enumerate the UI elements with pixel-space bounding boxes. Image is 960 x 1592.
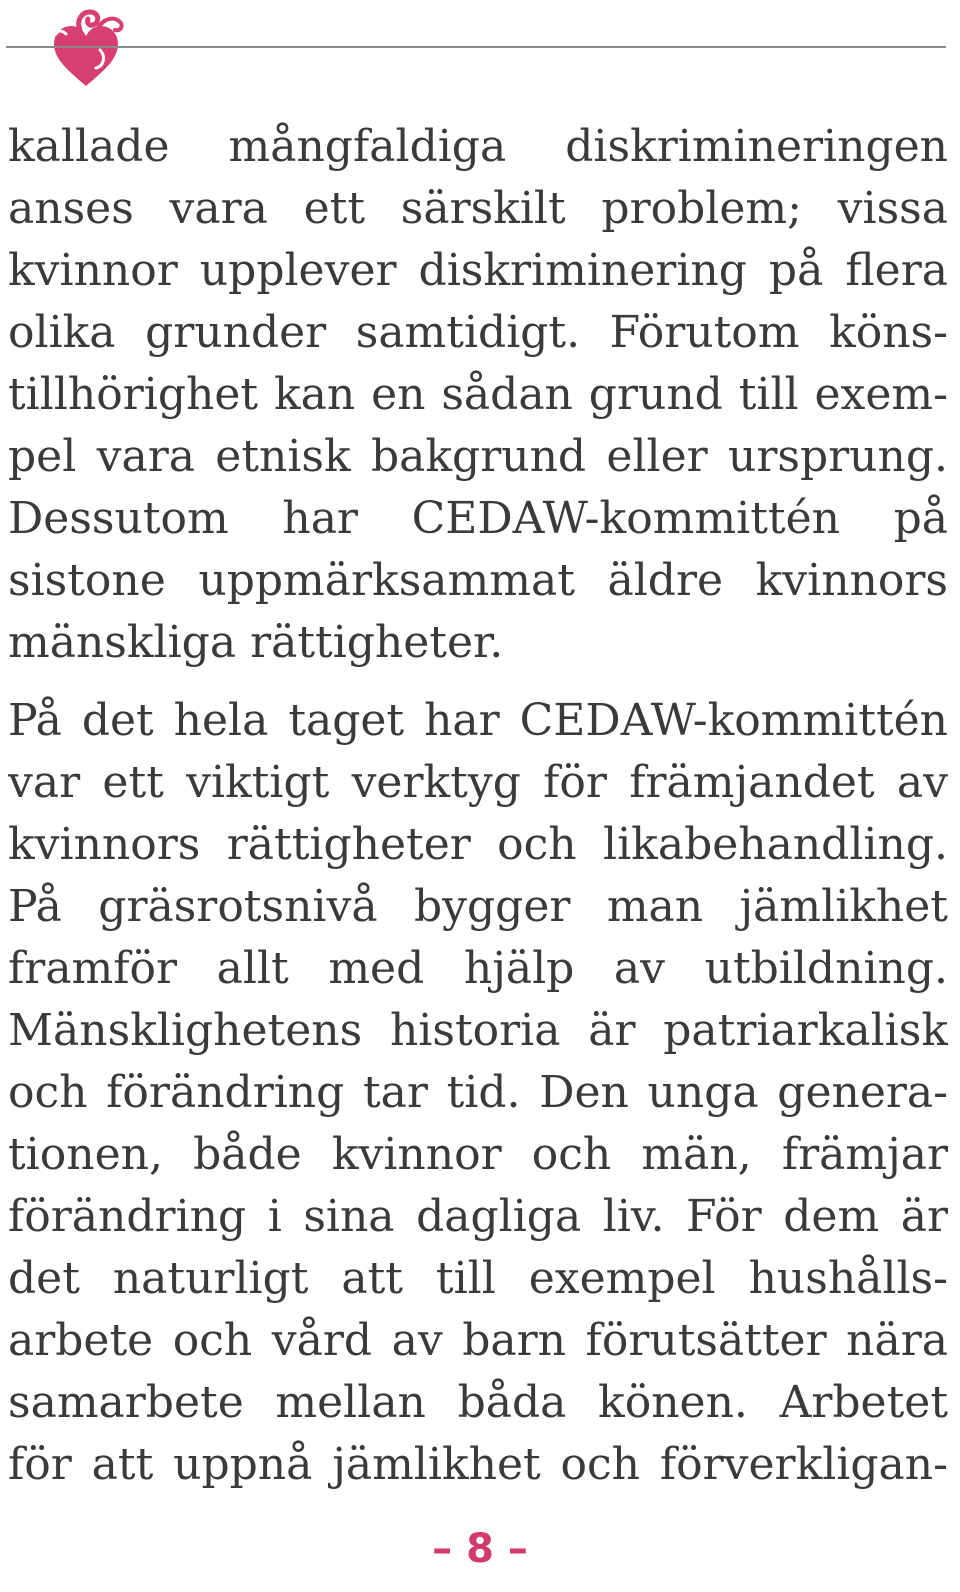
text-line: pel vara etnisk bakgrund eller ursprung. — [8, 431, 948, 482]
text-line: Mänsklighetens historia är patriarkalisk — [8, 1005, 948, 1056]
text-line: kallade mångfaldiga diskrimineringen — [8, 121, 948, 172]
paragraph-1 — [8, 116, 948, 674]
text-line: för att uppnå jämlikhet och förverkligan- — [8, 1439, 948, 1490]
text-line: olika grunder samtidigt. Förutom köns- — [8, 307, 948, 358]
page-number: – 8 – — [432, 1526, 528, 1572]
body-text — [8, 116, 948, 1496]
text-line: På det hela taget har CEDAW-kommittén — [8, 695, 948, 746]
text-line: tillhörighet kan en sådan grund till exem- — [8, 369, 948, 420]
paragraph-gap — [8, 674, 948, 690]
paragraph-2 — [8, 690, 948, 1496]
header-rule — [6, 46, 946, 48]
text-line: sistone uppmärksammat äldre kvinnors — [8, 555, 948, 606]
text-line: framför allt med hjälp av utbildning. — [8, 943, 948, 994]
text-line: arbete och vård av barn förutsätter nära — [8, 1315, 948, 1366]
text-line: förändring i sina dagliga liv. För dem är — [8, 1191, 948, 1242]
text-line: var ett viktigt verktyg för främjandet av — [8, 757, 948, 808]
text-line: Dessutom har CEDAW-kommittén på — [8, 493, 948, 544]
text-line: mänskliga rättigheter. — [8, 617, 504, 668]
text-line: tionen, både kvinnor och män, främjar — [8, 1129, 948, 1180]
heart-swirl-icon — [40, 6, 132, 92]
text-line: det naturligt att till exempel hushålls- — [8, 1253, 948, 1304]
text-line: anses vara ett särskilt problem; vissa — [8, 183, 948, 234]
text-line: samarbete mellan båda könen. Arbetet — [8, 1377, 948, 1428]
text-line: kvinnor upplever diskriminering på flera — [8, 245, 948, 296]
text-line: kvinnors rättigheter och likabehandling. — [8, 819, 948, 870]
text-line: och förändring tar tid. Den unga genera- — [8, 1067, 948, 1118]
page-header — [0, 0, 960, 110]
text-line: På gräsrotsnivå bygger man jämlikhet — [8, 881, 948, 932]
